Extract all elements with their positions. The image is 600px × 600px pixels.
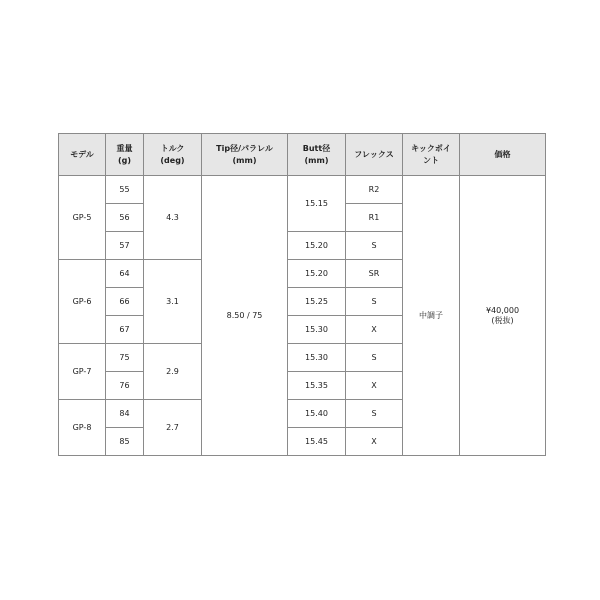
- header-flex: フレックス: [346, 134, 403, 176]
- butt-cell: 15.40: [288, 400, 346, 428]
- flex-cell: R1: [346, 204, 403, 232]
- flex-cell: SR: [346, 260, 403, 288]
- flex-cell: X: [346, 428, 403, 456]
- price-note: (税抜): [491, 315, 514, 325]
- flex-cell: S: [346, 344, 403, 372]
- butt-cell: 15.30: [288, 344, 346, 372]
- kick-point-cell: 中調子: [403, 176, 460, 456]
- weight-cell: 75: [106, 344, 144, 372]
- weight-cell: 67: [106, 316, 144, 344]
- model-cell: GP-7: [59, 344, 106, 400]
- weight-cell: 64: [106, 260, 144, 288]
- flex-cell: X: [346, 316, 403, 344]
- weight-cell: 57: [106, 232, 144, 260]
- weight-cell: 56: [106, 204, 144, 232]
- weight-cell: 76: [106, 372, 144, 400]
- price-value: ¥40,000: [485, 305, 520, 315]
- weight-cell: 66: [106, 288, 144, 316]
- weight-cell: 55: [106, 176, 144, 204]
- flex-cell: R2: [346, 176, 403, 204]
- flex-cell: X: [346, 372, 403, 400]
- butt-cell: 15.35: [288, 372, 346, 400]
- header-tip-diameter: Tip径/パラレル (mm): [202, 134, 288, 176]
- header-row: [59, 134, 546, 176]
- flex-cell: S: [346, 288, 403, 316]
- table-row: [59, 176, 546, 204]
- tip-cell: 8.50 / 75: [202, 176, 288, 456]
- butt-cell: 15.20: [288, 260, 346, 288]
- butt-cell: 15.15: [288, 176, 346, 232]
- header-kick-point: キックポイ ント: [403, 134, 460, 176]
- flex-cell: S: [346, 232, 403, 260]
- torque-cell: 4.3: [144, 176, 202, 260]
- header-torque: トルク (deg): [144, 134, 202, 176]
- header-model: モデル: [59, 134, 106, 176]
- flex-cell: S: [346, 400, 403, 428]
- spec-table-wrapper: [58, 133, 546, 456]
- shaft-spec-table: [58, 133, 546, 456]
- weight-cell: 84: [106, 400, 144, 428]
- butt-cell: 15.45: [288, 428, 346, 456]
- torque-cell: 2.9: [144, 344, 202, 400]
- header-weight: 重量 (g): [106, 134, 144, 176]
- butt-cell: 15.20: [288, 232, 346, 260]
- header-price: 価格: [460, 134, 546, 176]
- price-cell: [460, 176, 546, 456]
- header-butt-diameter: Butt径 (mm): [288, 134, 346, 176]
- butt-cell: 15.25: [288, 288, 346, 316]
- butt-cell: 15.30: [288, 316, 346, 344]
- model-cell: GP-6: [59, 260, 106, 344]
- model-cell: GP-5: [59, 176, 106, 260]
- model-cell: GP-8: [59, 400, 106, 456]
- weight-cell: 85: [106, 428, 144, 456]
- torque-cell: 3.1: [144, 260, 202, 344]
- torque-cell: 2.7: [144, 400, 202, 456]
